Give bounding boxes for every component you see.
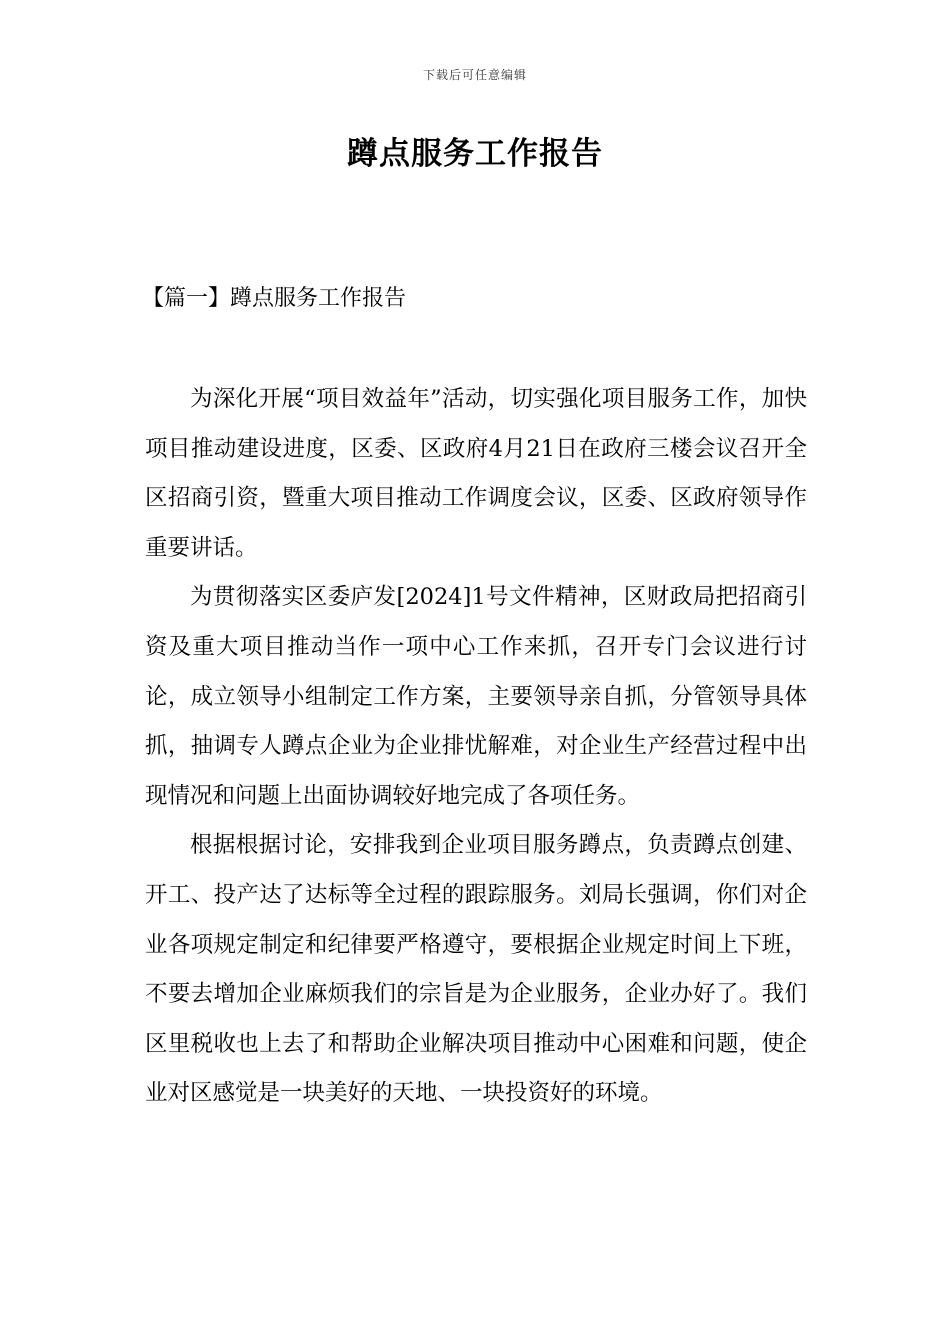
document-title: 蹲点服务工作报告 bbox=[347, 136, 603, 172]
document-body bbox=[145, 375, 807, 1119]
paragraph-3: 根据根据讨论，安排我到企业项目服务蹲点，负责蹲点创建、开工、投产达了达标等全过程的跟踪服务。刘局长强调，你们对企业各项规定制定和纪律要严格遵守，要根据企业规定时间上下班，不要去增加企业麻烦我们的宗旨是为企业服务，企业办好了。我们区里税收也上去了和帮助企业解决项目推动中心困难和问题，使企业对区感觉是一块美好的天地、一块投资好的环境。 bbox=[145, 832, 807, 1107]
paragraph-2: 为贯彻落实区委庐发[2024]1号文件精神，区财政局把招商引资及重大项目推动当作一项中心工作来抓，召开专门会议进行讨论，成立领导小组制定工作方案，主要领导亲自抓，分管领导具体抓，抽调专人蹲点企业为企业排忧解难，对企业生产经营过程中出现情况和问题上出面协调较好地完成了各项任务。 bbox=[145, 584, 807, 809]
section-heading: 【篇一】蹲点服务工作报告 bbox=[142, 286, 407, 311]
paragraph-1: 为深化开展“项目效益年”活动，切实强化项目服务工作，加快项目推动建设进度，区委、区政府4月21日在政府三楼会议召开全区招商引资，暨重大项目推动工作调度会议，区委、区政府领导作重要讲话。 bbox=[145, 386, 807, 561]
header-note: 下载后可任意编辑 bbox=[422, 68, 527, 82]
